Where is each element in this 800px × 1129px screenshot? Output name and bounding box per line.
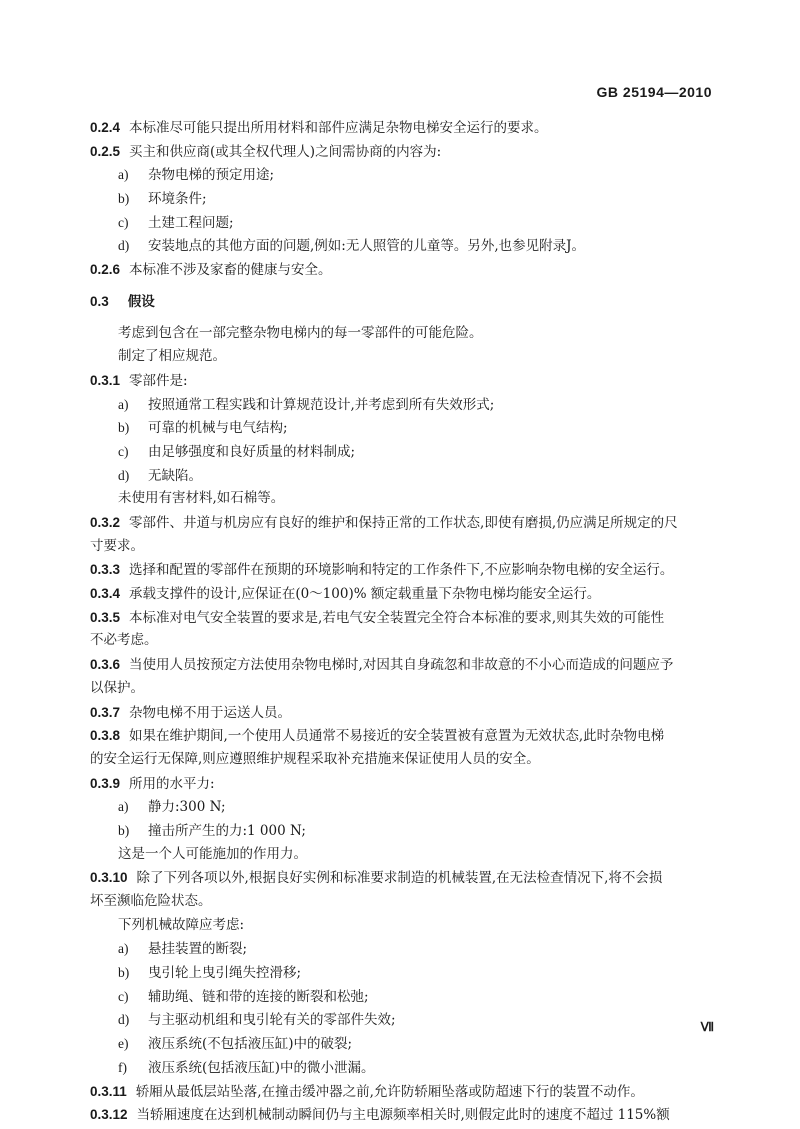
clause-text: 零部件是:: [129, 372, 188, 389]
document-body: [90, 116, 712, 1127]
list-item-label: b): [118, 420, 130, 436]
clause-number: 0.3.11: [90, 1083, 127, 1099]
clause-text: 轿厢从最低层站坠落,在撞击缓冲器之前,允许防轿厢坠落或防超速下行的装置不动作。: [135, 1083, 644, 1100]
list-item-label: b): [118, 822, 130, 838]
paragraph-line: [90, 345, 712, 369]
list-item-text: 液压系统(不包括液压缸)中的破裂;: [148, 1036, 353, 1053]
clause-line: [90, 258, 712, 282]
list-item-text: 土建工程问题;: [148, 214, 234, 231]
clause-text: 除了下列各项以外,根据良好实例和标准要求制造的机械装置,在无法检查情况下,将不会损: [136, 870, 663, 887]
clause-number: 0.3.10: [90, 870, 128, 886]
clause-number: 0.3.8: [90, 728, 121, 744]
clause-number: 0.2.6: [90, 262, 121, 278]
continuation-line: [90, 748, 712, 772]
clause-number: 0.3.5: [90, 609, 121, 625]
section-title: 假设: [127, 293, 155, 310]
list-item: [90, 163, 712, 187]
clause-number: 0.2.4: [90, 120, 121, 135]
list-item-label: b): [118, 965, 130, 981]
paragraph-text: 未使用有害材料,如石棉等。: [118, 490, 285, 507]
list-item-label: d): [118, 1012, 130, 1028]
list-item-label: a): [118, 396, 129, 412]
clause-text: 选择和配置的零部件在预期的环境影响和特定的工作条件下,不应影响杂物电梯的安全运行。: [129, 562, 674, 579]
list-item-text: 与主驱动机组和曳引轮有关的零部件失效;: [148, 1012, 396, 1029]
continuation-line: [90, 677, 712, 701]
continuation-line: [90, 890, 712, 914]
clause-line: [90, 653, 712, 677]
list-item: [90, 1032, 712, 1056]
list-item-text: 静力:300 N;: [148, 799, 226, 816]
list-item: [90, 211, 712, 235]
clause-number: 0.3.9: [90, 775, 121, 791]
list-item: [90, 1008, 712, 1032]
continuation-text: 寸要求。: [90, 537, 144, 554]
clause-number: 0.3.7: [90, 704, 121, 720]
list-item-text: 按照通常工程实践和计算规范设计,并考虑到所有失效形式;: [148, 396, 495, 413]
list-item: [90, 393, 712, 417]
list-item: [90, 937, 712, 961]
clause-line: [90, 701, 712, 725]
clause-number: 0.2.5: [90, 143, 121, 159]
clause-text: 当轿厢速度在达到机械制动瞬间仍与主电源频率相关时,则假定此时的速度不超过 115%额: [136, 1107, 670, 1124]
clause-number: 0.3.1: [90, 372, 121, 388]
paragraph-text: 考虑到包含在一部完整杂物电梯内的每一零部件的可能危险。: [118, 324, 483, 341]
list-item-label: c): [118, 443, 129, 459]
list-item-label: b): [118, 191, 130, 207]
paragraph-text: 下列机械故障应考虑:: [118, 916, 245, 933]
clause-text: 所用的水平力:: [129, 775, 215, 792]
list-item: [90, 187, 712, 211]
clause-text: 杂物电梯不用于运送人员。: [129, 704, 292, 721]
continuation-text: 的安全运行无保障,则应遵照维护规程采取补充措施来保证使用人员的安全。: [90, 750, 540, 767]
list-item: [90, 416, 712, 440]
list-item-text: 环境条件;: [148, 191, 207, 208]
paragraph-line: [90, 322, 712, 346]
clause-line: [90, 606, 712, 630]
list-item: [90, 464, 712, 488]
clause-text: 本标准对电气安全装置的要求是,若电气安全装置完全符合本标准的要求,则其失效的可能性: [129, 609, 665, 626]
clause-text: 买主和供应商(或其全权代理人)之间需协商的内容为:: [129, 143, 442, 160]
paragraph-line: [90, 843, 712, 867]
continuation-text: 不必考虑。: [90, 632, 158, 649]
list-item-text: 安装地点的其他方面的问题,例如:无人照管的儿童等。另外,也参见附录J。: [148, 238, 586, 255]
clause-line: [90, 582, 712, 606]
clause-text: 零部件、井道与机房应有良好的维护和保持正常的工作状态,即使有磨损,仍应满足所规定的尺: [129, 515, 678, 531]
list-item-label: f): [118, 1059, 127, 1075]
section-number: 0.3: [90, 293, 109, 309]
list-item-text: 液压系统(包括液压缸)中的微小泄漏。: [148, 1059, 375, 1076]
list-item-text: 辅助绳、链和带的连接的断裂和松弛;: [148, 988, 369, 1005]
clause-line: [90, 369, 712, 393]
list-item: [90, 819, 712, 843]
list-item-text: 可靠的机械与电气结构;: [148, 420, 288, 437]
clause-line: [90, 772, 712, 796]
clause-line: [90, 511, 712, 535]
clause-text: 本标准尽可能只提出所用材料和部件应满足杂物电梯安全运行的要求。: [129, 120, 548, 136]
clause-text: 承载支撑件的设计,应保证在(0～100)% 额定载重量下杂物电梯均能安全运行。: [129, 586, 601, 603]
list-item: [90, 1056, 712, 1080]
paragraph-text: 这是一个人可能施加的作用力。: [118, 845, 307, 862]
paragraph-line: [90, 487, 712, 511]
clause-number: 0.3.12: [90, 1107, 128, 1123]
continuation-line: [90, 535, 712, 559]
clause-line: [90, 1103, 712, 1127]
continuation-line: [90, 629, 712, 653]
list-item-text: 无缺陷。: [148, 467, 202, 484]
list-item-text: 由足够强度和良好质量的材料制成;: [148, 443, 356, 460]
section-heading: [90, 290, 712, 314]
clause-text: 如果在维护期间,一个使用人员通常不易接近的安全装置被有意置为无效状态,此时杂物电梯: [129, 728, 665, 745]
clause-line: [90, 724, 712, 748]
list-item-label: c): [118, 988, 129, 1004]
list-item: [90, 795, 712, 819]
list-item-text: 曳引轮上曳引绳失控滑移;: [148, 965, 302, 982]
list-item-text: 撞击所产生的力:1 000 N;: [148, 822, 306, 839]
paragraph-text: 制定了相应规范。: [118, 348, 226, 365]
paragraph-line: [90, 914, 712, 938]
list-item-label: c): [118, 214, 129, 230]
list-item: [90, 234, 712, 258]
clause-number: 0.3.4: [90, 586, 121, 602]
standard-number: GB 25194—2010: [596, 84, 712, 100]
clause-text: 当使用人员按预定方法使用杂物电梯时,对因其自身疏忽和非故意的不小心而造成的问题应予: [129, 657, 674, 674]
clause-number: 0.3.2: [90, 515, 121, 530]
list-item-label: a): [118, 799, 129, 815]
list-item-label: e): [118, 1036, 129, 1052]
page-number: Ⅶ: [700, 1020, 714, 1034]
list-item: [90, 440, 712, 464]
clause-number: 0.3.3: [90, 562, 121, 578]
clause-line: [90, 866, 712, 890]
list-item: [90, 961, 712, 985]
clause-text: 本标准不涉及家畜的健康与安全。: [129, 262, 332, 279]
clause-line: [90, 558, 712, 582]
list-item-label: d): [118, 467, 130, 483]
continuation-text: 以保护。: [90, 679, 144, 696]
list-item-label: d): [118, 238, 130, 254]
list-item-text: 杂物电梯的预定用途;: [148, 167, 275, 184]
list-item: [90, 985, 712, 1009]
clause-line: [90, 1080, 712, 1104]
continuation-text: 坏至濒临危险状态。: [90, 893, 212, 909]
list-item-text: 悬挂装置的断裂;: [148, 941, 248, 958]
clause-number: 0.3.6: [90, 657, 121, 673]
list-item-label: a): [118, 167, 129, 183]
clause-line: [90, 140, 712, 164]
list-item-label: a): [118, 941, 129, 957]
clause-line: [90, 116, 712, 140]
